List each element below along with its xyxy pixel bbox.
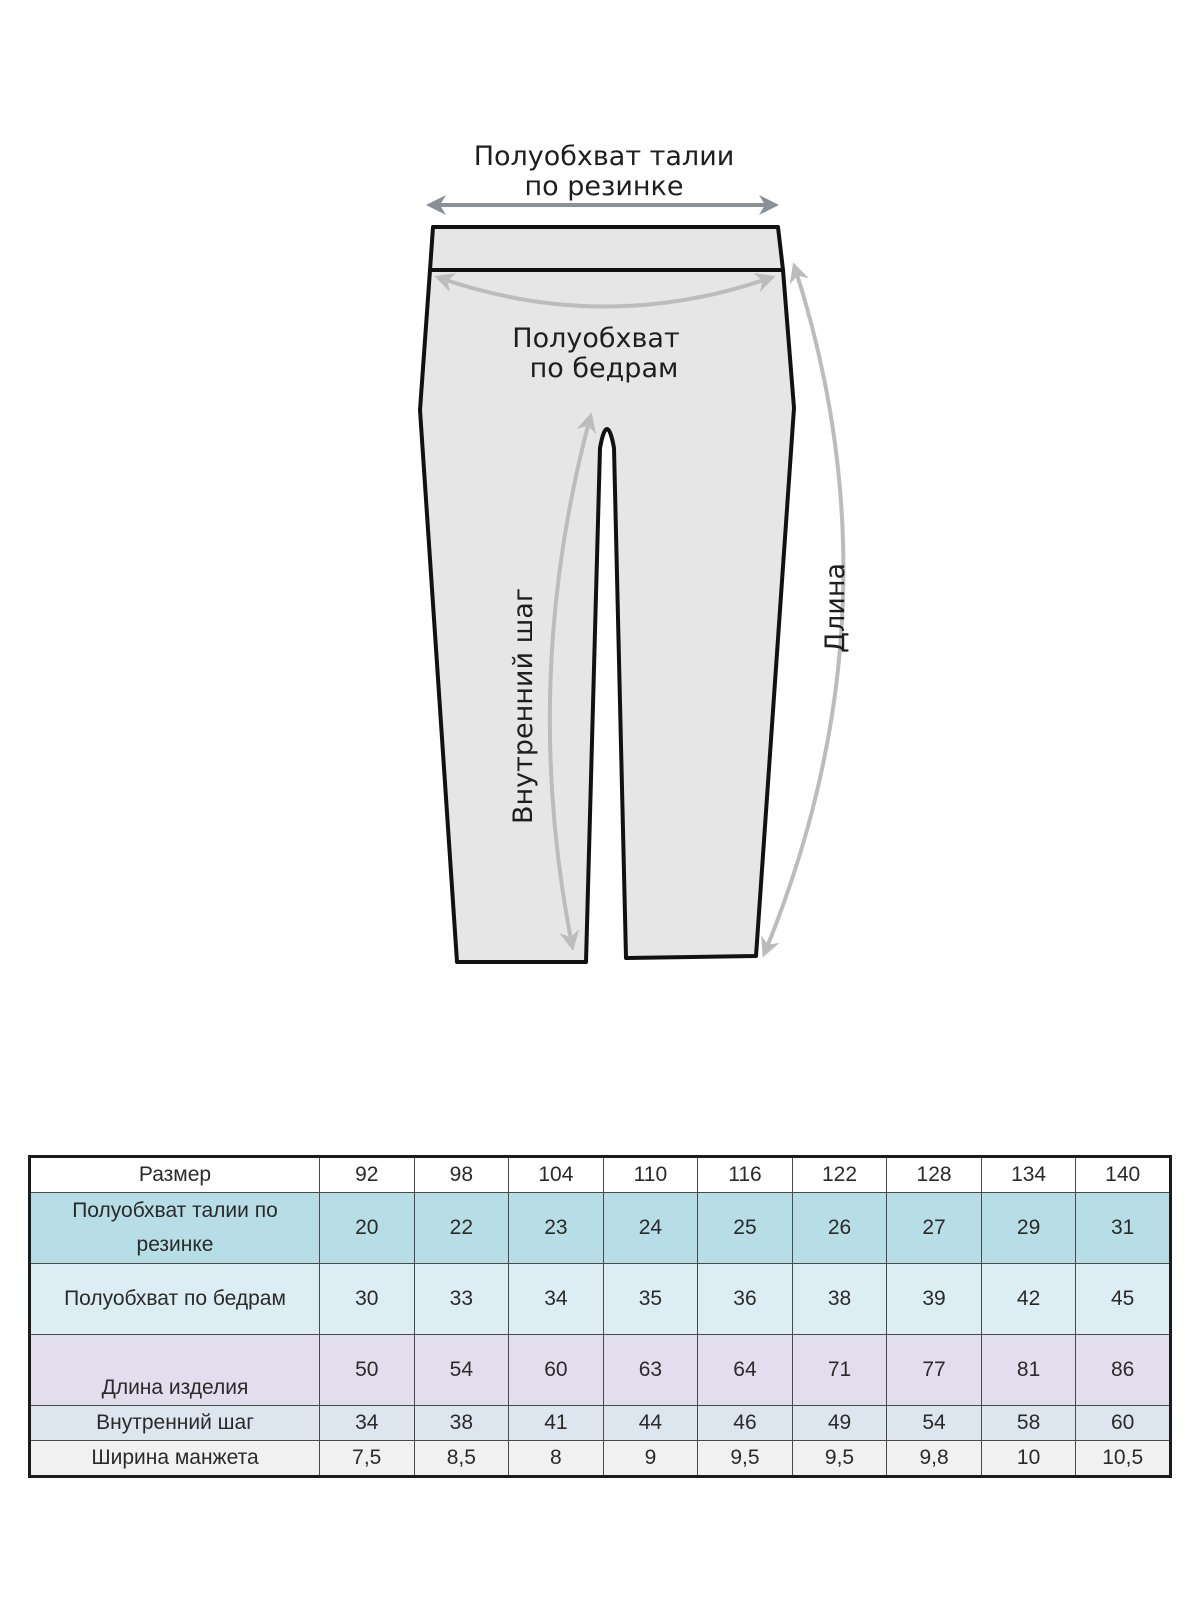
table-cell: 46 [698, 1406, 793, 1441]
table-cell: 8,5 [414, 1441, 509, 1477]
table-row-inseam [30, 1406, 1171, 1441]
table-cell: 23 [509, 1193, 604, 1264]
table-cell: 54 [414, 1335, 509, 1406]
table-cell: 38 [414, 1406, 509, 1441]
waist-label-line2: по резинке [524, 171, 684, 202]
size-cell: 128 [887, 1157, 982, 1193]
table-cell: 49 [792, 1406, 887, 1441]
row-label: Ширина манжета [30, 1441, 320, 1477]
size-cell: 140 [1076, 1157, 1171, 1193]
hips-label-line1: Полуобхват [512, 323, 680, 354]
table-cell: 8 [509, 1441, 604, 1477]
size-cell: 98 [414, 1157, 509, 1193]
table-cell: 24 [603, 1193, 698, 1264]
table-cell: 42 [981, 1264, 1076, 1335]
table-cell: 86 [1076, 1335, 1171, 1406]
table-cell: 64 [698, 1335, 793, 1406]
size-header-row [30, 1157, 1171, 1193]
size-cell: 134 [981, 1157, 1076, 1193]
table-cell: 58 [981, 1406, 1076, 1441]
table-cell: 63 [603, 1335, 698, 1406]
table-row-length [30, 1335, 1171, 1406]
size-cell: 122 [792, 1157, 887, 1193]
table-cell: 50 [320, 1335, 415, 1406]
row-label: Полуобхват по бедрам [30, 1264, 320, 1335]
table-cell: 29 [981, 1193, 1076, 1264]
waistband [430, 227, 783, 270]
table-cell: 10,5 [1076, 1441, 1171, 1477]
table-cell: 25 [698, 1193, 793, 1264]
table-cell: 36 [698, 1264, 793, 1335]
waist-label-line1: Полуобхват талии [473, 141, 735, 172]
size-chart [28, 1155, 1172, 1478]
table-cell: 9,5 [698, 1441, 793, 1477]
table-cell: 39 [887, 1264, 982, 1335]
row-label: Полуобхват талии по резинке [30, 1193, 320, 1264]
table-cell: 71 [792, 1335, 887, 1406]
table-cell: 33 [414, 1264, 509, 1335]
size-cell: 104 [509, 1157, 604, 1193]
table-cell: 60 [509, 1335, 604, 1406]
table-cell: 60 [1076, 1406, 1171, 1441]
table-cell: 26 [792, 1193, 887, 1264]
size-table [28, 1155, 1172, 1478]
size-cell: 116 [698, 1157, 793, 1193]
table-cell: 77 [887, 1335, 982, 1406]
hips-label-line2: по бедрам [529, 353, 679, 384]
table-cell: 7,5 [320, 1441, 415, 1477]
table-cell: 31 [1076, 1193, 1171, 1264]
table-cell: 41 [509, 1406, 604, 1441]
table-cell: 38 [792, 1264, 887, 1335]
table-row-hips [30, 1264, 1171, 1335]
table-cell: 81 [981, 1335, 1076, 1406]
row-label: Внутренний шаг [30, 1406, 320, 1441]
table-cell: 22 [414, 1193, 509, 1264]
table-cell: 30 [320, 1264, 415, 1335]
table-row-cuff [30, 1441, 1171, 1477]
table-cell: 27 [887, 1193, 982, 1264]
table-cell: 44 [603, 1406, 698, 1441]
table-cell: 35 [603, 1264, 698, 1335]
table-cell: 34 [509, 1264, 604, 1335]
length-label: Длина [820, 562, 851, 654]
size-cell: 110 [603, 1157, 698, 1193]
table-cell: 10 [981, 1441, 1076, 1477]
table-row-waist [30, 1193, 1171, 1264]
table-cell: 9 [603, 1441, 698, 1477]
table-cell: 34 [320, 1406, 415, 1441]
table-cell: 45 [1076, 1264, 1171, 1335]
inseam-label: Внутренний шаг [508, 587, 539, 825]
table-cell: 54 [887, 1406, 982, 1441]
row-label: Длина изделия [30, 1335, 320, 1406]
table-cell: 9,5 [792, 1441, 887, 1477]
table-cell: 20 [320, 1193, 415, 1264]
table-cell: 9,8 [887, 1441, 982, 1477]
size-cell: 92 [320, 1157, 415, 1193]
size-header-label: Размер [30, 1157, 320, 1193]
